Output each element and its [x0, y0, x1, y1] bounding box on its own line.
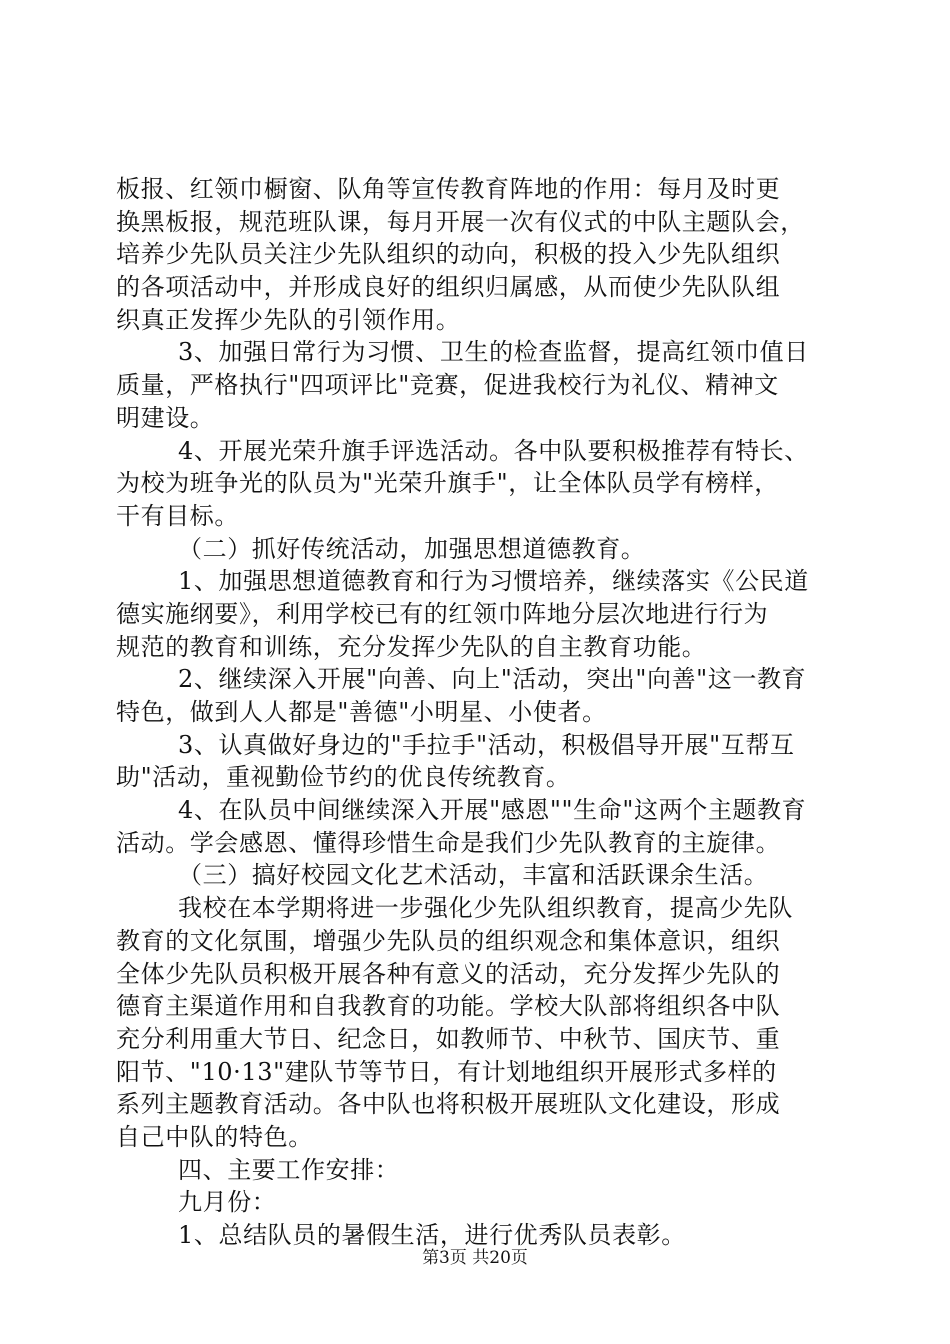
text-line: （三）搞好校园文化艺术活动，丰富和活跃课余生活。 — [178, 861, 769, 890]
text-line: 德实施纲要》，利用学校已有的红领巾阵地分层次地进行行为 — [116, 599, 769, 628]
text-line: 干有目标。 — [116, 501, 239, 530]
page-footer: 第3页 共20页 — [422, 1248, 528, 1268]
text-line: 为校为班争光的队员为"光荣升旗手"，让全体队员学有榜样， — [116, 469, 779, 498]
text-line: 全体少先队员积极开展各种有意义的活动，充分发挥少先队的 — [116, 959, 781, 988]
text-line: 1、加强思想道德教育和行为习惯培养，继续落实《公民道 — [178, 567, 809, 596]
text-line: 板报、红领巾橱窗、队角等宣传教育阵地的作用：每月及时更 — [116, 175, 781, 203]
text-line: 阳节、"10·13"建队节等节日，有计划地组织开展形式多样的 — [116, 1057, 777, 1086]
text-line: 织真正发挥少先队的引领作用。 — [116, 305, 461, 334]
text-line: 2、继续深入开展"向善、向上"活动，突出"向善"这一教育 — [178, 665, 807, 694]
document-body — [116, 173, 840, 1252]
text-line: 4、在队员中间继续深入开展"感恩""生命"这两个主题教育 — [178, 796, 807, 825]
text-line: （二）抓好传统活动，加强思想道德教育。 — [178, 534, 646, 563]
text-line: 教育的文化氛围，增强少先队员的组织观念和集体意识，组织 — [116, 926, 781, 955]
text-line: 1、总结队员的暑假生活，进行优秀队员表彰。 — [178, 1221, 686, 1249]
text-line: 四、主要工作安排： — [178, 1155, 400, 1184]
text-line: 3、加强日常行为习惯、卫生的检查监督，提高红领巾值日 — [178, 338, 809, 367]
text-line: 培养少先队员关注少先队组织的动向，积极的投入少先队组织 — [116, 240, 781, 269]
text-line: 3、认真做好身边的"手拉手"活动，积极倡导开展"互帮互 — [178, 730, 795, 759]
text-line: 特色，做到人人都是"善德"小明星、小使者。 — [116, 698, 607, 726]
text-line: 德育主渠道作用和自我教育的功能。学校大队部将组织各中队 — [116, 992, 781, 1021]
text-line: 充分利用重大节日、纪念日，如教师节、中秋节、国庆节、重 — [116, 1024, 781, 1053]
text-line: 助"活动，重视勤俭节约的优良传统教育。 — [116, 763, 571, 792]
text-line: 活动。学会感恩、懂得珍惜生命是我们少先队教育的主旋律。 — [116, 828, 781, 857]
text-line: 我校在本学期将进一步强化少先队组织教育，提高少先队 — [178, 894, 793, 923]
text-line: 质量，严格执行"四项评比"竞赛，促进我校行为礼仪、精神文 — [116, 371, 779, 400]
text-line: 规范的教育和训练，充分发挥少先队的自主教育功能。 — [116, 632, 707, 661]
text-line: 明建设。 — [116, 403, 215, 432]
text-line: 系列主题教育活动。各中队也将积极开展班队文化建设，形成 — [116, 1090, 781, 1119]
text-line: 4、开展光荣升旗手评选活动。各中队要积极推荐有特长、 — [178, 436, 809, 465]
text-line: 九月份： — [178, 1188, 277, 1217]
text-line: 自己中队的特色。 — [116, 1122, 313, 1151]
text-line: 换黑板报，规范班队课，每月开展一次有仪式的中队主题队会， — [116, 207, 805, 236]
text-line: 的各项活动中，并形成良好的组织归属感，从而使少先队队组 — [116, 273, 781, 302]
